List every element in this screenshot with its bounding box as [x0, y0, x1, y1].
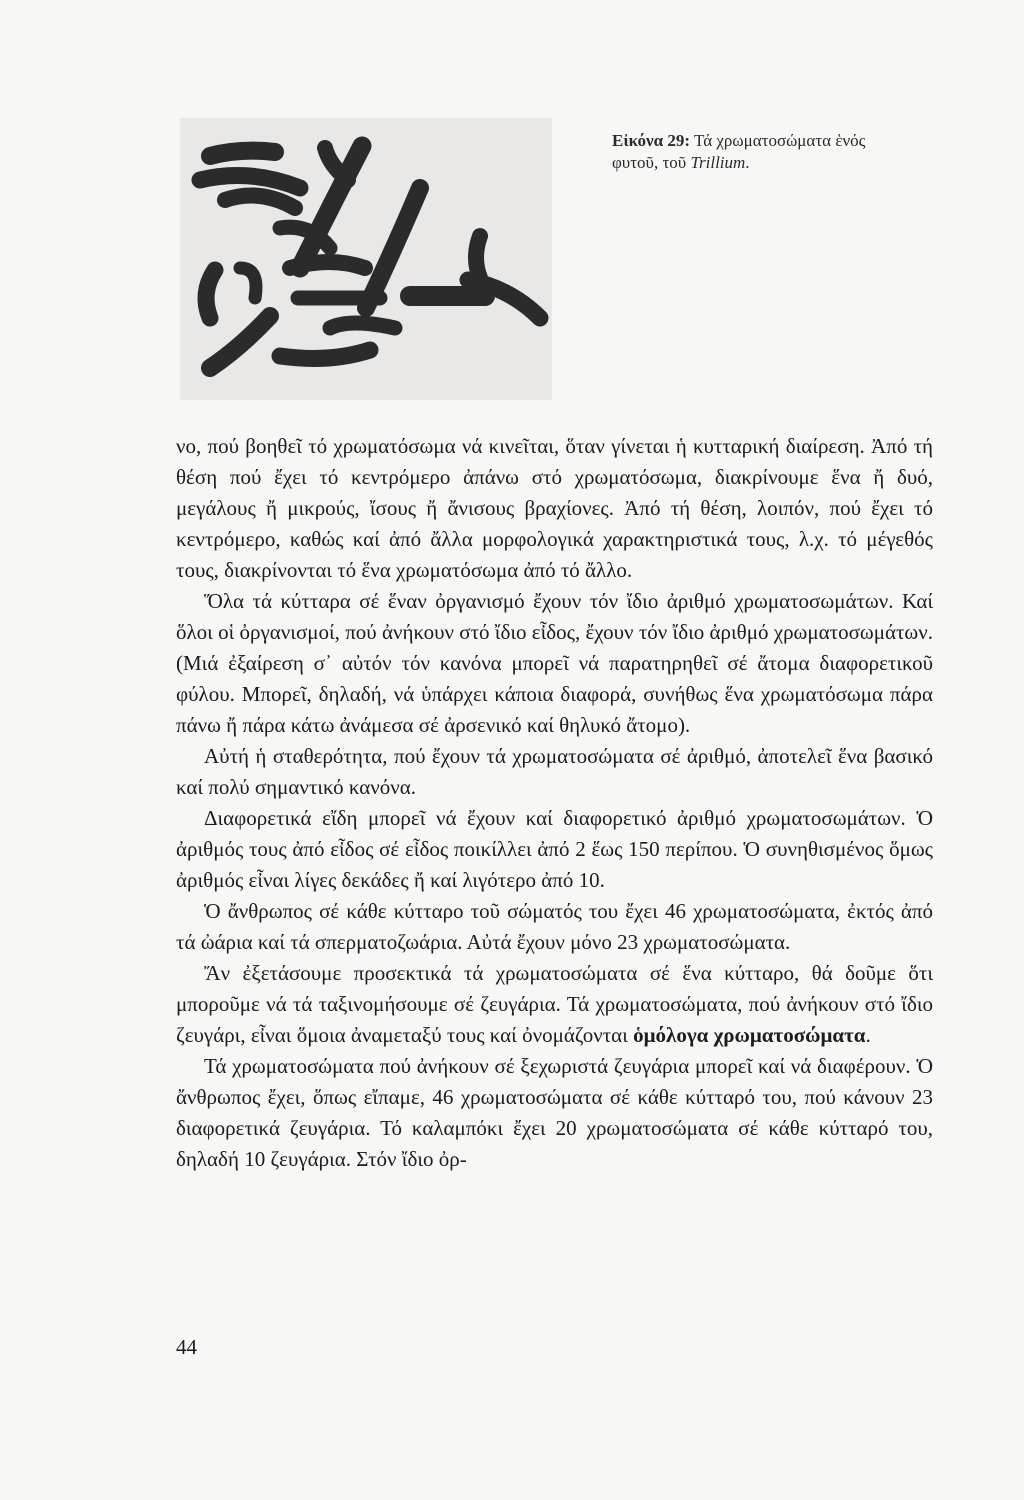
caption-latin-name: Trillium — [690, 153, 746, 172]
bold-term: ὁμόλογα χρωματοσώματα — [633, 1023, 866, 1047]
chromosome-10 — [290, 262, 365, 268]
paragraph-text: Ὁ ἄνθρωπος σέ κάθε κύτταρο τοῦ σώματός του ἔχει 46 χρωματοσώματα, ἐκτός ἀπό τά ὠάρια καί τά σπερματοζωάρια. Αὐτά ἔχουν μόνο 23 χρωματοσώματα. — [176, 899, 933, 954]
chromosome-micrograph — [180, 118, 552, 400]
caption-line2-suffix: . — [745, 153, 750, 172]
caption-line1: Τά χρωματοσώματα ἑνός — [694, 131, 866, 150]
paragraph-text-after: . — [865, 1023, 871, 1047]
paragraph-7 — [176, 1051, 933, 1175]
paragraph-4 — [176, 803, 933, 896]
chromosome-8 — [206, 270, 215, 318]
chromosome-17 — [280, 350, 370, 358]
paragraph-6 — [176, 958, 933, 1051]
paragraph-3 — [176, 741, 933, 803]
paragraph-5 — [176, 896, 933, 958]
paragraph-text: νο, πού βοηθεῖ τό χρωματόσωμα νά κινεῖται, ὅταν γίνεται ἡ κυτταρική διαίρεση. Ἀπό τή θέση πού ἔχει τό κεντρόμερο ἀπάνω στό χρωματόσωμα, διακρίνουμε ἕνα ἤ δυό, μεγάλους ἤ μικρούς, ἴσους ἤ ἄνισους βραχίονες. Ἀπό τή θέση, λοιπόν, πού ἔχει τό κεντρόμερο, καθώς καί ἀπό ἄλλα μορφολογικά χαρακτηριστικά τους, λ.χ. τό μέγεθός τους, διακρίνονται τό ἕνα χρωματόσωμα ἀπό τό ἄλλο. — [176, 434, 933, 582]
chromosome-1 — [210, 151, 275, 156]
paragraph-text: Τά χρωματοσώματα πού ἀνήκουν σέ ξεχωριστά ζευγάρια μπορεῖ καί νά διαφέρουν. Ὁ ἄνθρωπος ἔχει, ὅπως εἴπαμε, 46 χρωματοσώματα σέ κάθε κύτταρό του, πού κάνουν 23 διαφορετικά ζευγάρια. Τό καλαμπόκι ἔχει 20 χρωματοσώματα σέ κάθε κύτταρό του, δηλαδή 10 ζευγάρια. Στόν ἴδιο ὀρ- — [176, 1054, 933, 1171]
page-number: 44 — [176, 1335, 197, 1359]
chromosome-12 — [330, 323, 395, 328]
paragraph-text: Ἄν ἐξετάσουμε προσεκτικά τά χρωματοσώματα σέ ἕνα κύτταρο, θά δοῦμε ὅτι μποροῦμε νά τά ταξινομήσουμε σέ ζευγάρια. Τά χρωματοσώματα, πού ἀνήκουν στό ἴδιο ζευγάρι, εἶναι ὅμοια ἀναμεταξύ τους καί ὀνομάζονται — [176, 961, 933, 1047]
figure-caption — [612, 130, 972, 174]
caption-line2-prefix: φυτοῦ, τοῦ — [612, 153, 691, 172]
paragraph-text: Ὅλα τά κύτταρα σέ ἕναν ὀργανισμό ἔχουν τόν ἴδιο ἀριθμό χρωματοσωμάτων. Καί ὅλοι οἱ ὀργανισμοί, πού ἀνήκουν στό ἴδιο εἶδος, ἔχουν τόν ἴδιο ἀριθμό χρωματοσωμάτων. (Μιά ἐξαίρεση σ᾿ αὐτόν τόν κανόνα μπορεῖ νά παρατηρηθεῖ σέ ἄτομα διαφορετικοῦ φύλου. Μπορεῖ, δηλαδή, νά ὑπάρχει κάποια διαφορά, συνήθως ἕνα χρωματόσωμα πάρα πάνω ἤ πάρα κάτω ἀνάμεσα σέ ἀρσενικό καί θηλυκό ἄτομο). — [176, 589, 933, 737]
chromosome-figure — [180, 118, 552, 400]
paragraph-2 — [176, 586, 933, 741]
body-text — [176, 431, 933, 1175]
paragraph-text: Αὐτή ἡ σταθερότητα, πού ἔχουν τά χρωματοσώματα σέ ἀριθμό, ἀποτελεῖ ἕνα βασικό καί πολύ σημαντικό κανόνα. — [176, 744, 933, 799]
paragraph-text: Διαφορετικά εἴδη μπορεῖ νά ἔχουν καί διαφορετικό ἀριθμό χρωματοσωμάτων. Ὁ ἀριθμός τους ἀπό εἶδος σέ εἶδος ποικίλλει ἀπό 2 ἕως 150 περίπου. Ὁ συνηθισμένος ὅμως ἀριθμός εἶναι λίγες δεκάδες ἤ καί λιγότερο ἀπό 10. — [176, 806, 933, 892]
figure-label: Εἰκόνα 29: — [612, 131, 691, 150]
chromosome-14 — [476, 236, 480, 278]
paragraph-1 — [176, 431, 933, 586]
